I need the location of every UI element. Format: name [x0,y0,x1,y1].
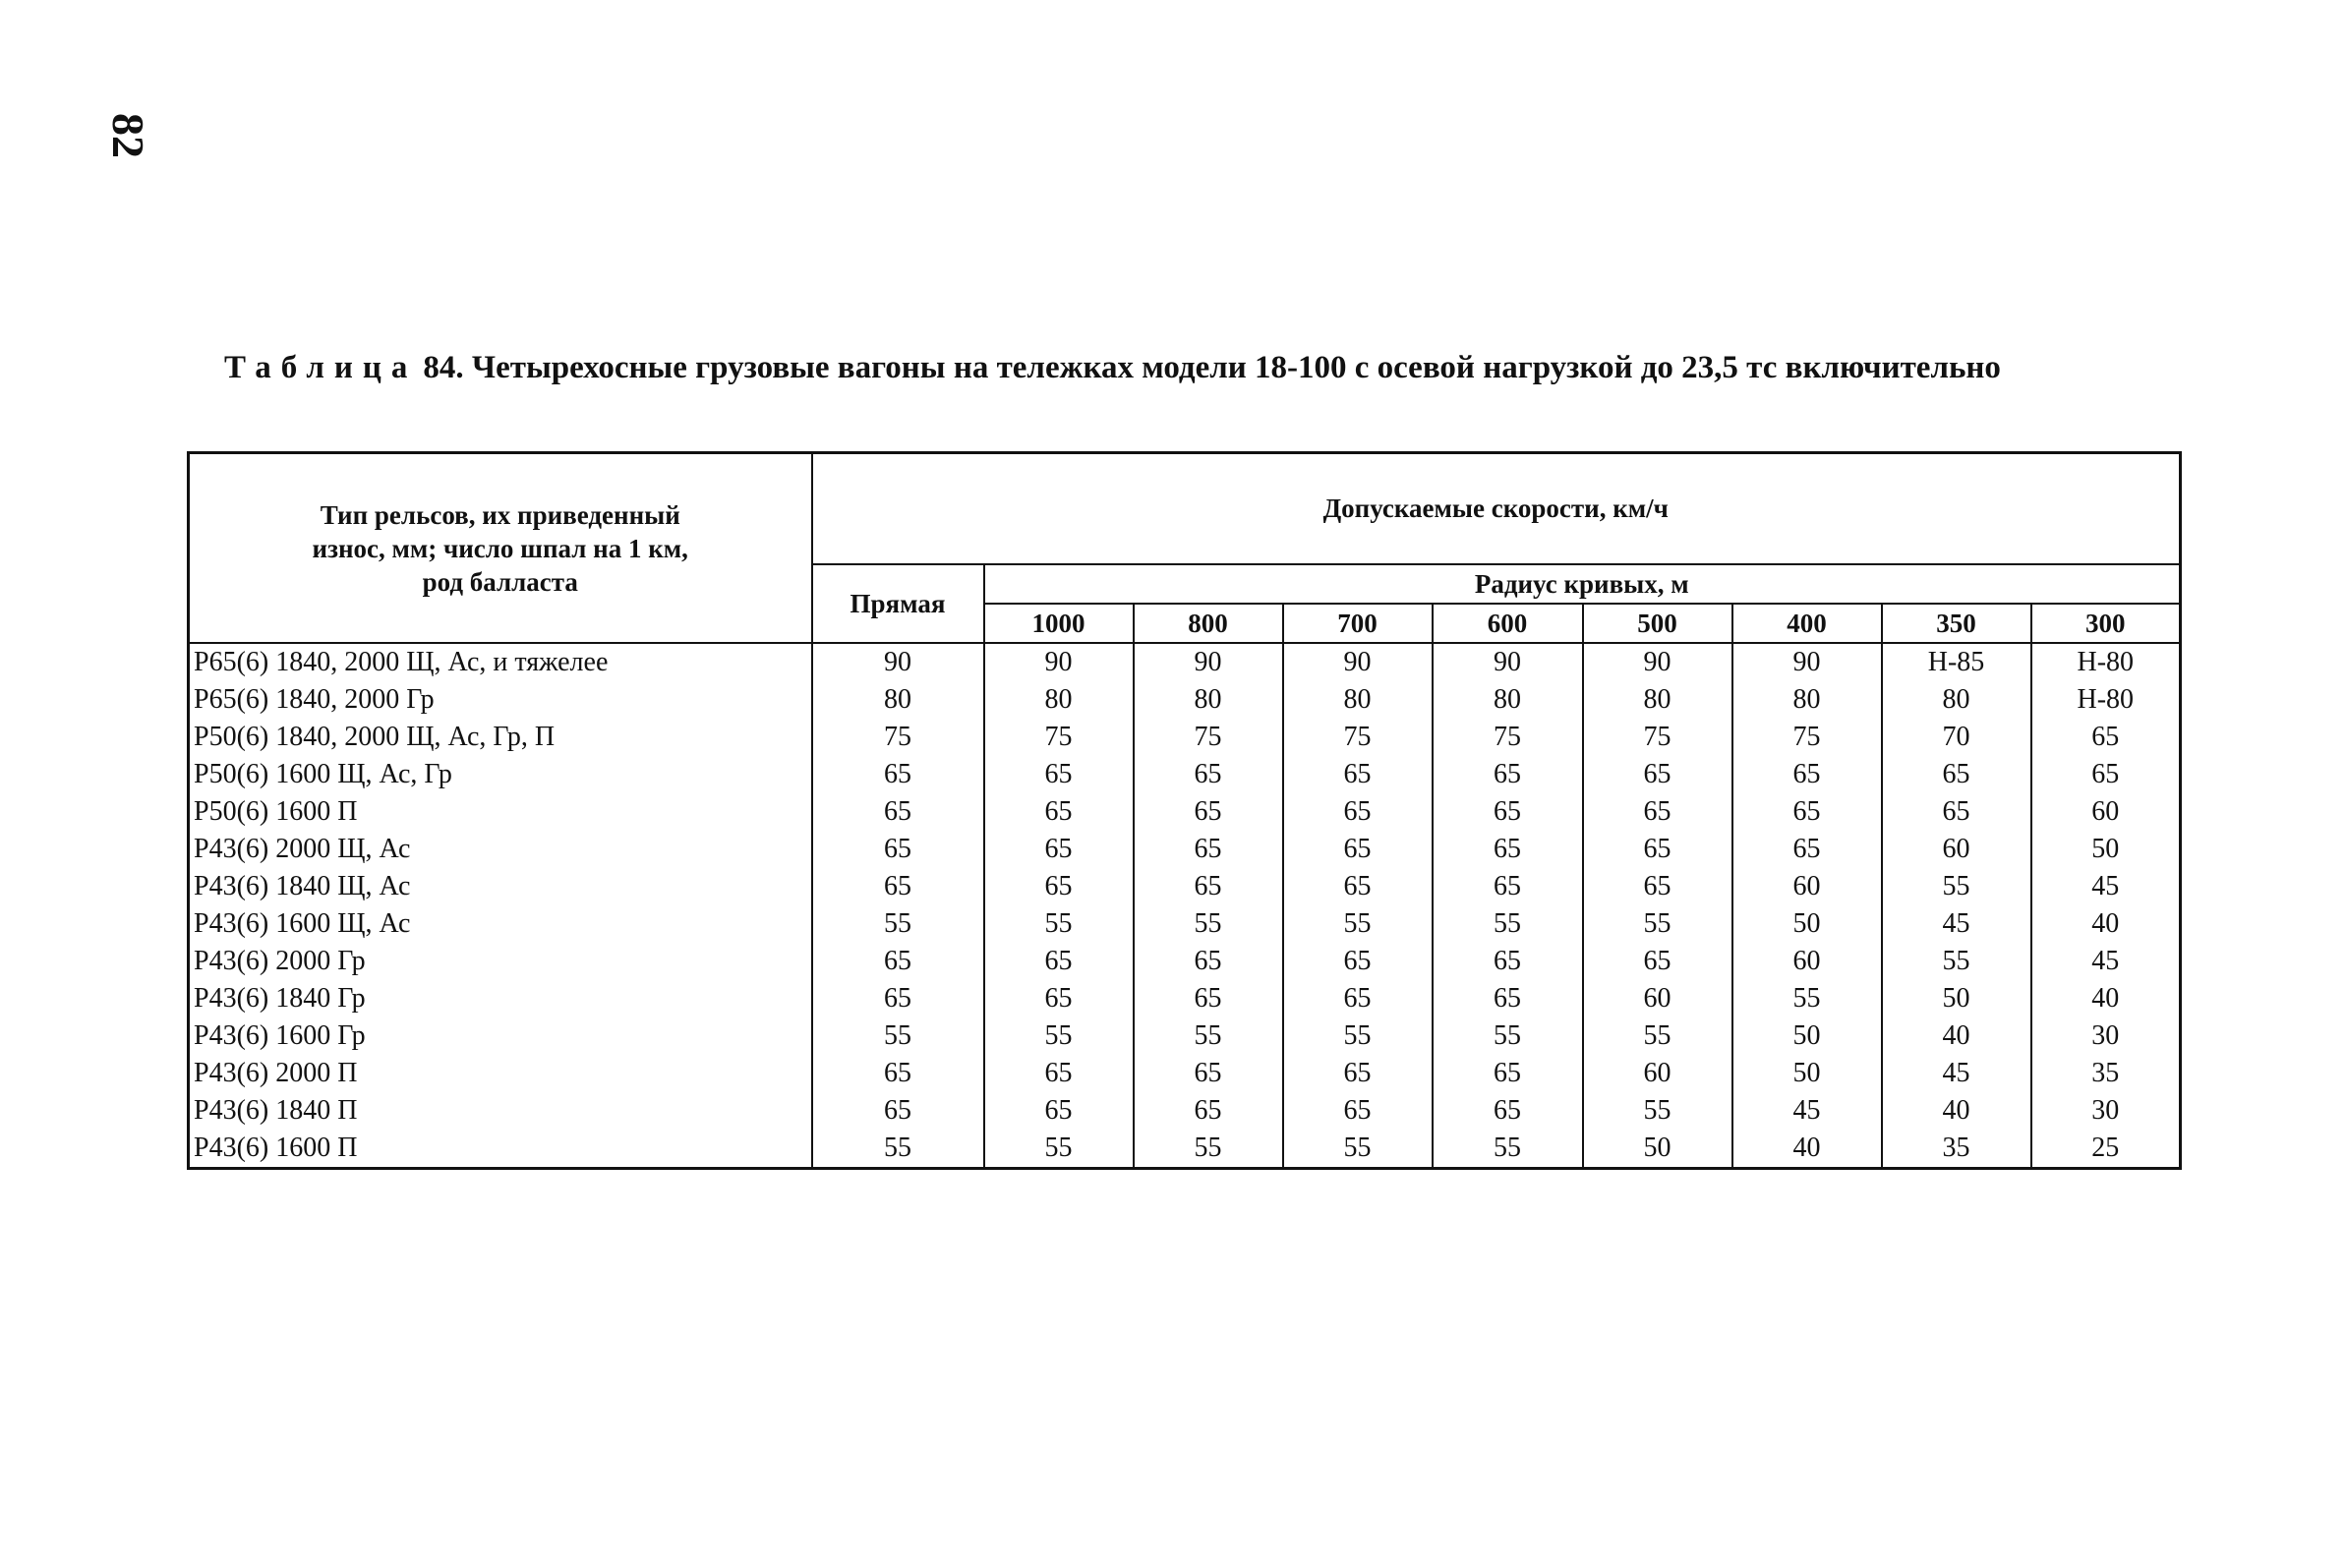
speed-radius-350-cell: 60 [1882,831,2031,868]
speed-radius-300-cell: 30 [2031,1092,2181,1130]
speed-straight-cell: 65 [812,756,984,793]
speed-straight-cell: 65 [812,793,984,831]
speed-radius-800-cell: 55 [1134,905,1283,943]
speed-radius-350-cell: 65 [1882,793,2031,831]
rail-type-cell: Р43(6) 1600 П [189,1130,812,1169]
speed-radius-400-cell: 45 [1732,1092,1882,1130]
speed-radius-600-cell: 65 [1433,1055,1583,1092]
speed-radius-600-cell: 65 [1433,980,1583,1017]
speed-radius-500-cell: 60 [1583,980,1732,1017]
rail-type-cell: Р43(6) 1600 Щ, Ас [189,905,812,943]
speed-radius-600-cell: 65 [1433,943,1583,980]
speed-radius-1000-cell: 65 [984,756,1134,793]
speed-radius-1000-cell: 65 [984,831,1134,868]
speed-radius-700-cell: 65 [1283,868,1433,905]
speed-table [187,451,2182,1170]
header-radius-400: 400 [1732,604,1882,643]
speed-straight-cell: 55 [812,905,984,943]
header-radius-500: 500 [1583,604,1732,643]
table-row [189,831,2181,868]
table-row [189,1017,2181,1055]
table-row [189,1092,2181,1130]
speed-radius-500-cell: 60 [1583,1055,1732,1092]
speed-radius-350-cell: 45 [1882,1055,2031,1092]
speed-radius-600-cell: 90 [1433,643,1583,681]
speed-radius-700-cell: 65 [1283,831,1433,868]
header-radius-800: 800 [1134,604,1283,643]
table-row [189,1055,2181,1092]
speed-radius-300-cell: 65 [2031,719,2181,756]
rail-type-cell: Р43(6) 1840 Гр [189,980,812,1017]
table-row [189,719,2181,756]
speed-radius-600-cell: 55 [1433,1017,1583,1055]
header-curve-radius: Радиус кривых, м [984,564,2181,604]
speed-radius-700-cell: 65 [1283,943,1433,980]
header-rail-type-line1: Тип рельсов, их приведенный [320,499,680,530]
speed-radius-1000-cell: 65 [984,1055,1134,1092]
speed-radius-800-cell: 65 [1134,943,1283,980]
table-title [224,340,2230,395]
header-rail-type-line2: износ, мм; число шпал на 1 км, [312,533,688,563]
speed-radius-300-cell: 45 [2031,868,2181,905]
speed-straight-cell: 55 [812,1130,984,1169]
speed-radius-600-cell: 65 [1433,756,1583,793]
speed-radius-600-cell: 55 [1433,1130,1583,1169]
speed-straight-cell: 55 [812,1017,984,1055]
speed-radius-300-cell: 65 [2031,756,2181,793]
speed-radius-700-cell: 65 [1283,1055,1433,1092]
speed-radius-500-cell: 65 [1583,868,1732,905]
speed-radius-350-cell: 40 [1882,1092,2031,1130]
speed-radius-800-cell: 65 [1134,831,1283,868]
table-row [189,905,2181,943]
speed-radius-700-cell: 90 [1283,643,1433,681]
speed-radius-350-cell: 55 [1882,943,2031,980]
speed-radius-350-cell: Н-85 [1882,643,2031,681]
speed-straight-cell: 65 [812,1092,984,1130]
speed-radius-600-cell: 65 [1433,868,1583,905]
table-title-text: 84. Четырехосные грузовые вагоны на тележках модели 18-100 с осевой нагрузкой до 23,5 тс включительно [423,350,2001,385]
rail-type-cell: Р50(6) 1600 Щ, Ас, Гр [189,756,812,793]
table-body [189,643,2181,1169]
speed-radius-400-cell: 50 [1732,1017,1882,1055]
speed-radius-700-cell: 55 [1283,1017,1433,1055]
table-title-lead: Таблица [224,350,418,385]
rail-type-cell: Р43(6) 2000 Гр [189,943,812,980]
speed-radius-500-cell: 55 [1583,905,1732,943]
header-radius-350: 350 [1882,604,2031,643]
speed-radius-700-cell: 75 [1283,719,1433,756]
speed-radius-1000-cell: 55 [984,1130,1134,1169]
speed-straight-cell: 65 [812,980,984,1017]
speed-radius-1000-cell: 65 [984,943,1134,980]
header-allowed-speeds: Допускаемые скорости, км/ч [812,453,2181,565]
rail-type-cell: Р50(6) 1840, 2000 Щ, Ас, Гр, П [189,719,812,756]
speed-radius-400-cell: 50 [1732,1055,1882,1092]
table-row [189,681,2181,719]
speed-radius-500-cell: 80 [1583,681,1732,719]
speed-radius-300-cell: Н-80 [2031,643,2181,681]
speed-radius-500-cell: 50 [1583,1130,1732,1169]
speed-radius-400-cell: 65 [1732,756,1882,793]
speed-radius-700-cell: 65 [1283,980,1433,1017]
speed-radius-1000-cell: 90 [984,643,1134,681]
speed-radius-700-cell: 65 [1283,793,1433,831]
speed-radius-1000-cell: 65 [984,793,1134,831]
speed-radius-800-cell: 80 [1134,681,1283,719]
speed-radius-1000-cell: 75 [984,719,1134,756]
speed-radius-1000-cell: 55 [984,905,1134,943]
speed-radius-700-cell: 55 [1283,905,1433,943]
header-radius-600: 600 [1433,604,1583,643]
speed-radius-800-cell: 65 [1134,1055,1283,1092]
speed-radius-400-cell: 55 [1732,980,1882,1017]
table-row [189,868,2181,905]
speed-straight-cell: 65 [812,1055,984,1092]
table-row [189,1130,2181,1169]
page-number: 82 [103,113,153,158]
header-radius-700: 700 [1283,604,1433,643]
speed-radius-400-cell: 60 [1732,943,1882,980]
speed-radius-800-cell: 55 [1134,1130,1283,1169]
rail-type-cell: Р50(6) 1600 П [189,793,812,831]
speed-radius-500-cell: 90 [1583,643,1732,681]
rail-type-cell: Р65(6) 1840, 2000 Гр [189,681,812,719]
speed-radius-400-cell: 40 [1732,1130,1882,1169]
table-row [189,643,2181,681]
speed-radius-350-cell: 45 [1882,905,2031,943]
speed-radius-500-cell: 65 [1583,943,1732,980]
speed-radius-400-cell: 80 [1732,681,1882,719]
speed-radius-1000-cell: 65 [984,868,1134,905]
table-row [189,943,2181,980]
speed-radius-350-cell: 65 [1882,756,2031,793]
speed-radius-1000-cell: 55 [984,1017,1134,1055]
speed-radius-800-cell: 65 [1134,868,1283,905]
speed-radius-800-cell: 65 [1134,980,1283,1017]
speed-radius-600-cell: 75 [1433,719,1583,756]
speed-radius-800-cell: 65 [1134,793,1283,831]
speed-radius-1000-cell: 65 [984,1092,1134,1130]
speed-radius-500-cell: 55 [1583,1092,1732,1130]
speed-radius-300-cell: Н-80 [2031,681,2181,719]
speed-radius-600-cell: 65 [1433,1092,1583,1130]
speed-radius-400-cell: 65 [1732,793,1882,831]
speed-radius-400-cell: 90 [1732,643,1882,681]
speed-radius-400-cell: 65 [1732,831,1882,868]
speed-radius-1000-cell: 80 [984,681,1134,719]
speed-straight-cell: 90 [812,643,984,681]
speed-radius-300-cell: 40 [2031,980,2181,1017]
speed-radius-300-cell: 30 [2031,1017,2181,1055]
speed-radius-600-cell: 80 [1433,681,1583,719]
speed-radius-500-cell: 55 [1583,1017,1732,1055]
speed-radius-300-cell: 35 [2031,1055,2181,1092]
speed-radius-400-cell: 50 [1732,905,1882,943]
speed-radius-700-cell: 65 [1283,756,1433,793]
speed-radius-600-cell: 65 [1433,793,1583,831]
speed-radius-400-cell: 60 [1732,868,1882,905]
speed-radius-800-cell: 90 [1134,643,1283,681]
speed-straight-cell: 65 [812,868,984,905]
speed-radius-350-cell: 80 [1882,681,2031,719]
speed-radius-800-cell: 55 [1134,1017,1283,1055]
speed-radius-350-cell: 40 [1882,1017,2031,1055]
table-row [189,756,2181,793]
speed-radius-500-cell: 75 [1583,719,1732,756]
rail-type-cell: Р43(6) 1840 П [189,1092,812,1130]
speed-radius-600-cell: 65 [1433,831,1583,868]
speed-radius-800-cell: 75 [1134,719,1283,756]
speed-radius-350-cell: 50 [1882,980,2031,1017]
rail-type-cell: Р43(6) 1840 Щ, Ас [189,868,812,905]
speed-straight-cell: 75 [812,719,984,756]
speed-straight-cell: 80 [812,681,984,719]
speed-radius-600-cell: 55 [1433,905,1583,943]
speed-radius-800-cell: 65 [1134,756,1283,793]
speed-radius-300-cell: 40 [2031,905,2181,943]
header-rail-type [189,453,812,644]
table-row [189,793,2181,831]
speed-radius-300-cell: 50 [2031,831,2181,868]
speed-radius-800-cell: 65 [1134,1092,1283,1130]
speed-radius-700-cell: 80 [1283,681,1433,719]
speed-straight-cell: 65 [812,943,984,980]
speed-radius-500-cell: 65 [1583,756,1732,793]
rail-type-cell: Р43(6) 2000 Щ, Ас [189,831,812,868]
rail-type-cell: Р43(6) 1600 Гр [189,1017,812,1055]
header-rail-type-line3: род балласта [422,566,578,597]
speed-radius-500-cell: 65 [1583,793,1732,831]
table-row [189,980,2181,1017]
speed-radius-350-cell: 55 [1882,868,2031,905]
header-radius-1000: 1000 [984,604,1134,643]
speed-radius-1000-cell: 65 [984,980,1134,1017]
rail-type-cell: Р43(6) 2000 П [189,1055,812,1092]
speed-straight-cell: 65 [812,831,984,868]
speed-radius-500-cell: 65 [1583,831,1732,868]
speed-radius-400-cell: 75 [1732,719,1882,756]
speed-radius-300-cell: 45 [2031,943,2181,980]
header-radius-300: 300 [2031,604,2181,643]
header-straight: Прямая [812,564,984,643]
speed-radius-350-cell: 70 [1882,719,2031,756]
speed-radius-350-cell: 35 [1882,1130,2031,1169]
speed-radius-700-cell: 55 [1283,1130,1433,1169]
speed-radius-300-cell: 25 [2031,1130,2181,1169]
speed-radius-700-cell: 65 [1283,1092,1433,1130]
speed-radius-300-cell: 60 [2031,793,2181,831]
rail-type-cell: Р65(6) 1840, 2000 Щ, Ас, и тяжелее [189,643,812,681]
